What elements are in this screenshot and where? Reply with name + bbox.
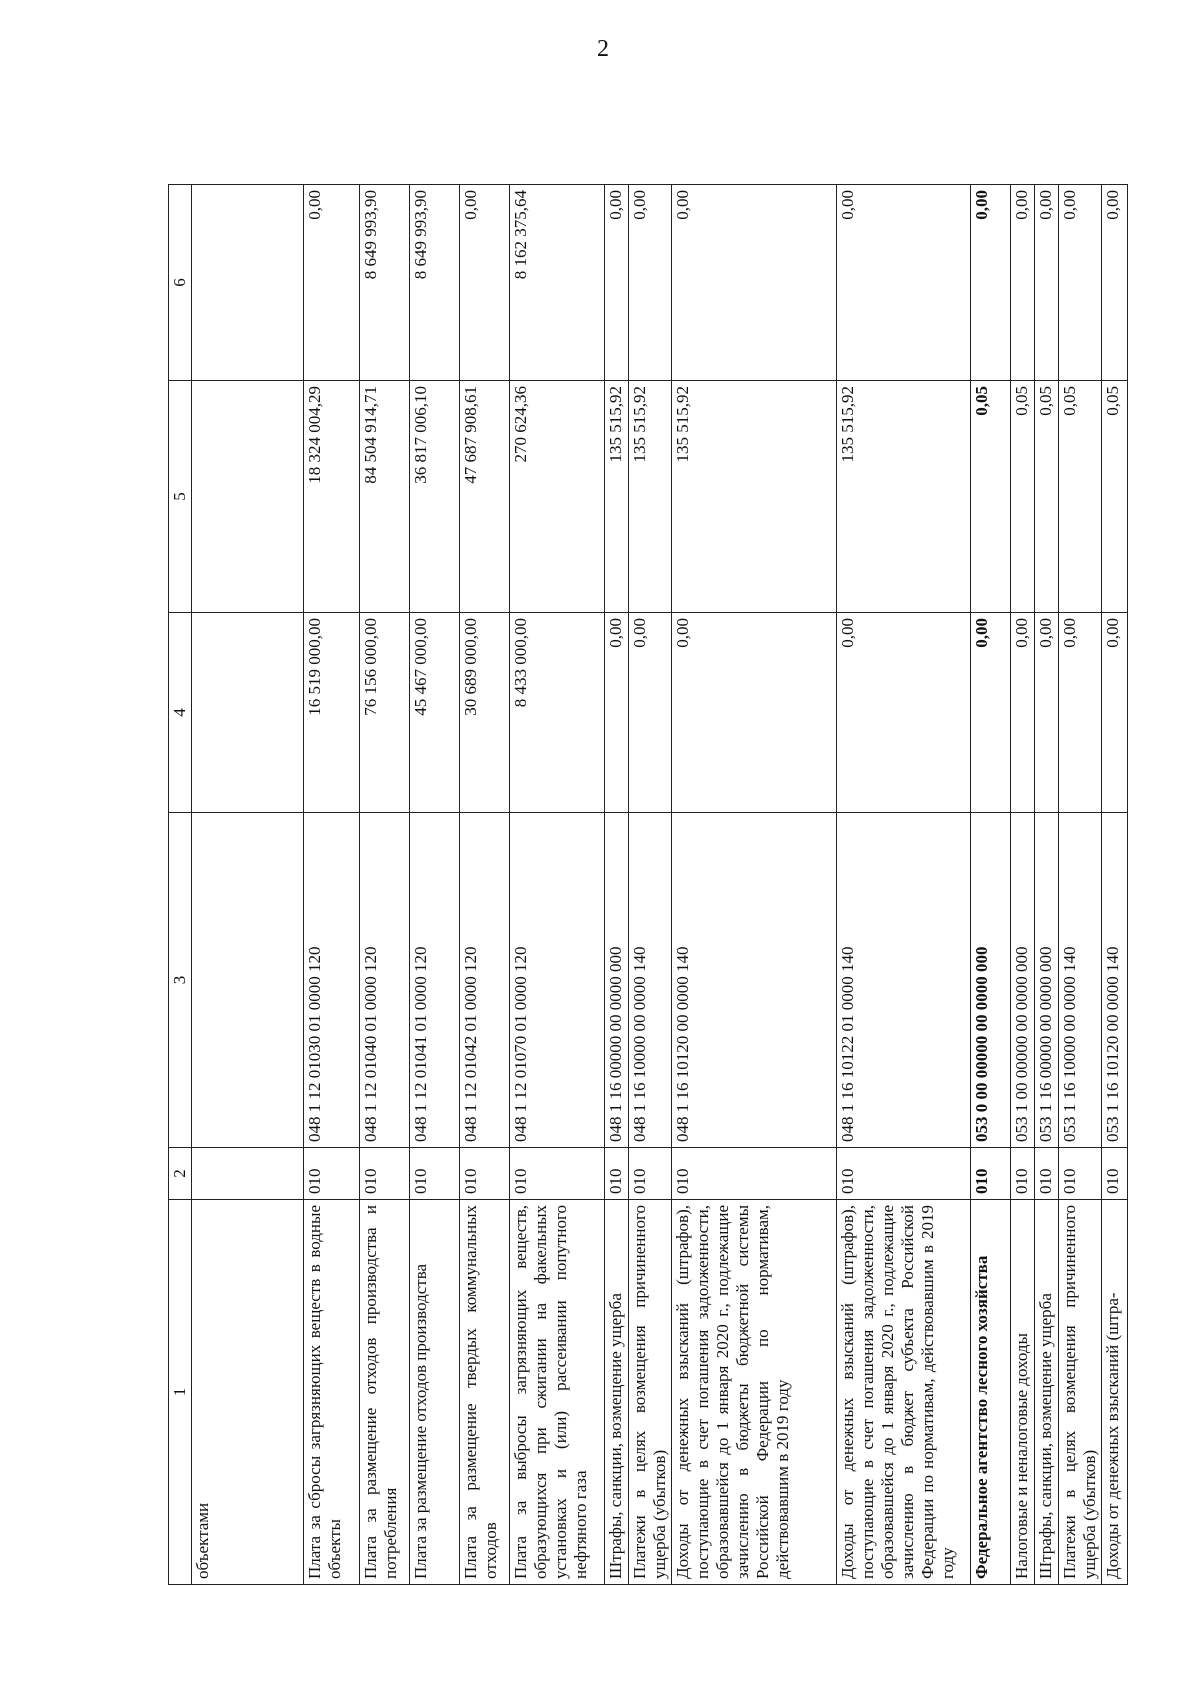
table-row <box>409 185 459 1585</box>
row-col4-value: 0,00 <box>604 613 628 813</box>
row-col5-value: 0,05 <box>1058 381 1101 613</box>
row-col5-value: 36 817 006,10 <box>409 381 459 613</box>
row-code: 010 <box>628 1148 671 1200</box>
row-col5-value: 18 324 004,29 <box>303 381 359 613</box>
continuation-row <box>192 185 304 1585</box>
header-row <box>169 185 192 1585</box>
row-col4-value: 0,00 <box>1010 613 1034 813</box>
row-col4-value: 76 156 000,00 <box>359 613 409 813</box>
row-code: 010 <box>1034 1148 1058 1200</box>
header-cell: 2 <box>169 1148 192 1200</box>
row-name: Доходы от денежных взысканий (штрафов), поступающие в счет погашения задолженности, образовавшейся до 1 января 2020 г., подлежащие зачислению в бюджет субъекта Российской Федерации по нормативам, действовавшим в 2019 году <box>836 1200 970 1585</box>
row-col5-value: 47 687 908,61 <box>459 381 509 613</box>
table-row <box>359 185 409 1585</box>
row-name: Доходы от денежных взысканий (штра- <box>1102 1200 1128 1585</box>
row-col4-value: 16 519 000,00 <box>303 613 359 813</box>
table-row <box>628 185 671 1585</box>
row-col6-value: 0,00 <box>604 185 628 381</box>
row-kbk: 048 1 16 10120 00 0000 140 <box>671 813 836 1148</box>
row-code: 010 <box>509 1148 604 1200</box>
row-kbk: 048 1 16 10000 00 0000 140 <box>628 813 671 1148</box>
row-kbk: 053 0 00 00000 00 0000 000 <box>970 813 1010 1148</box>
header-cell: 4 <box>169 613 192 813</box>
row-col4-value: 30 689 000,00 <box>459 613 509 813</box>
row-code: 010 <box>1102 1148 1128 1200</box>
row-name: Плата за размещение отходов производства и потребления <box>359 1200 409 1585</box>
row-kbk: 048 1 12 01070 01 0000 120 <box>509 813 604 1148</box>
row-kbk: 048 1 16 00000 00 0000 000 <box>604 813 628 1148</box>
row-col4-value: 0,00 <box>1102 613 1128 813</box>
row-col6-value: 0,00 <box>628 185 671 381</box>
table-row <box>459 185 509 1585</box>
row-name: Плата за выбросы загрязняющих веществ, образующихся при сжигании на факельных установках и (или) рассеивании попутного нефтяного газа <box>509 1200 604 1585</box>
revenue-table <box>168 184 1128 1585</box>
row-code: 010 <box>359 1148 409 1200</box>
row-name: Плата за размещение отходов производства <box>409 1200 459 1585</box>
row-col6-value: 0,00 <box>459 185 509 381</box>
row-col6-value: 0,00 <box>303 185 359 381</box>
row-col4-value: 0,00 <box>1034 613 1058 813</box>
row-col6-value: 0,00 <box>1058 185 1101 381</box>
rotated-table-container <box>168 185 1128 1585</box>
row-name: Налоговые и неналоговые доходы <box>1010 1200 1034 1585</box>
row-code: 010 <box>303 1148 359 1200</box>
row-code: 010 <box>1010 1148 1034 1200</box>
row-code: 010 <box>459 1148 509 1200</box>
row-kbk: 053 1 16 10120 00 0000 140 <box>1102 813 1128 1148</box>
row-col6-value: 0,00 <box>836 185 970 381</box>
row-kbk: 048 1 12 01041 01 0000 120 <box>409 813 459 1148</box>
row-name: Платежи в целях возмещения причиненного ущерба (убытков) <box>628 1200 671 1585</box>
continuation-text: объектами <box>192 1200 304 1585</box>
row-col5-value: 0,05 <box>1034 381 1058 613</box>
row-kbk: 053 1 16 10000 00 0000 140 <box>1058 813 1101 1148</box>
row-col5-value: 135 515,92 <box>604 381 628 613</box>
row-code: 010 <box>604 1148 628 1200</box>
header-cell: 6 <box>169 185 192 381</box>
table-row <box>836 185 970 1585</box>
row-name: Федеральное агентство лесного хозяйства <box>970 1200 1010 1585</box>
row-col5-value: 135 515,92 <box>628 381 671 613</box>
row-name: Плата за размещение твердых коммунальных отходов <box>459 1200 509 1585</box>
row-col6-value: 0,00 <box>1102 185 1128 381</box>
row-col4-value: 45 467 000,00 <box>409 613 459 813</box>
header-cell: 1 <box>169 1200 192 1585</box>
row-col6-value: 0,00 <box>671 185 836 381</box>
row-code: 010 <box>671 1148 836 1200</box>
table-row <box>1058 185 1101 1585</box>
row-code: 010 <box>1058 1148 1101 1200</box>
table-row <box>1102 185 1128 1585</box>
row-code: 010 <box>836 1148 970 1200</box>
header-cell: 3 <box>169 813 192 1148</box>
row-col5-value: 0,05 <box>970 381 1010 613</box>
row-col4-value: 0,00 <box>970 613 1010 813</box>
table-row <box>970 185 1010 1585</box>
row-kbk: 048 1 12 01042 01 0000 120 <box>459 813 509 1148</box>
row-col6-value: 8 649 993,90 <box>409 185 459 381</box>
row-col6-value: 8 649 993,90 <box>359 185 409 381</box>
row-col5-value: 135 515,92 <box>671 381 836 613</box>
row-name: Штрафы, санкции, возмещение ущерба <box>1034 1200 1058 1585</box>
row-col5-value: 0,05 <box>1010 381 1034 613</box>
row-col6-value: 0,00 <box>1034 185 1058 381</box>
table-row <box>303 185 359 1585</box>
row-kbk: 053 1 00 00000 00 0000 000 <box>1010 813 1034 1148</box>
row-kbk: 048 1 12 01040 01 0000 120 <box>359 813 409 1148</box>
row-col6-value: 0,00 <box>970 185 1010 381</box>
row-name: Плата за сбросы загрязняющих веществ в водные объекты <box>303 1200 359 1585</box>
table-row <box>1034 185 1058 1585</box>
table-row <box>604 185 628 1585</box>
row-name: Доходы от денежных взысканий (штрафов), поступающие в счет погашения задолженности, образовавшейся до 1 января 2020 г., подлежащие зачислению в бюджеты бюджетной системы Российской Федерации по нормативам, действовавшим в 2019 году <box>671 1200 836 1585</box>
row-col6-value: 8 162 375,64 <box>509 185 604 381</box>
row-col5-value: 84 504 914,71 <box>359 381 409 613</box>
row-kbk: 048 1 12 01030 01 0000 120 <box>303 813 359 1148</box>
table-row <box>671 185 836 1585</box>
page-number: 2 <box>597 36 609 62</box>
row-kbk: 053 1 16 00000 00 0000 000 <box>1034 813 1058 1148</box>
row-name: Платежи в целях возмещения причиненного ущерба (убытков) <box>1058 1200 1101 1585</box>
table-row <box>509 185 604 1585</box>
row-col4-value: 0,00 <box>628 613 671 813</box>
row-col5-value: 135 515,92 <box>836 381 970 613</box>
row-col6-value: 0,00 <box>1010 185 1034 381</box>
table-row <box>1010 185 1034 1585</box>
row-kbk: 048 1 16 10122 01 0000 140 <box>836 813 970 1148</box>
row-code: 010 <box>409 1148 459 1200</box>
header-cell: 5 <box>169 381 192 613</box>
row-col4-value: 0,00 <box>671 613 836 813</box>
row-col4-value: 0,00 <box>836 613 970 813</box>
row-col4-value: 8 433 000,00 <box>509 613 604 813</box>
row-code: 010 <box>970 1148 1010 1200</box>
row-col5-value: 270 624,36 <box>509 381 604 613</box>
row-col5-value: 0,05 <box>1102 381 1128 613</box>
row-name: Штрафы, санкции, возмещение ущерба <box>604 1200 628 1585</box>
row-col4-value: 0,00 <box>1058 613 1101 813</box>
